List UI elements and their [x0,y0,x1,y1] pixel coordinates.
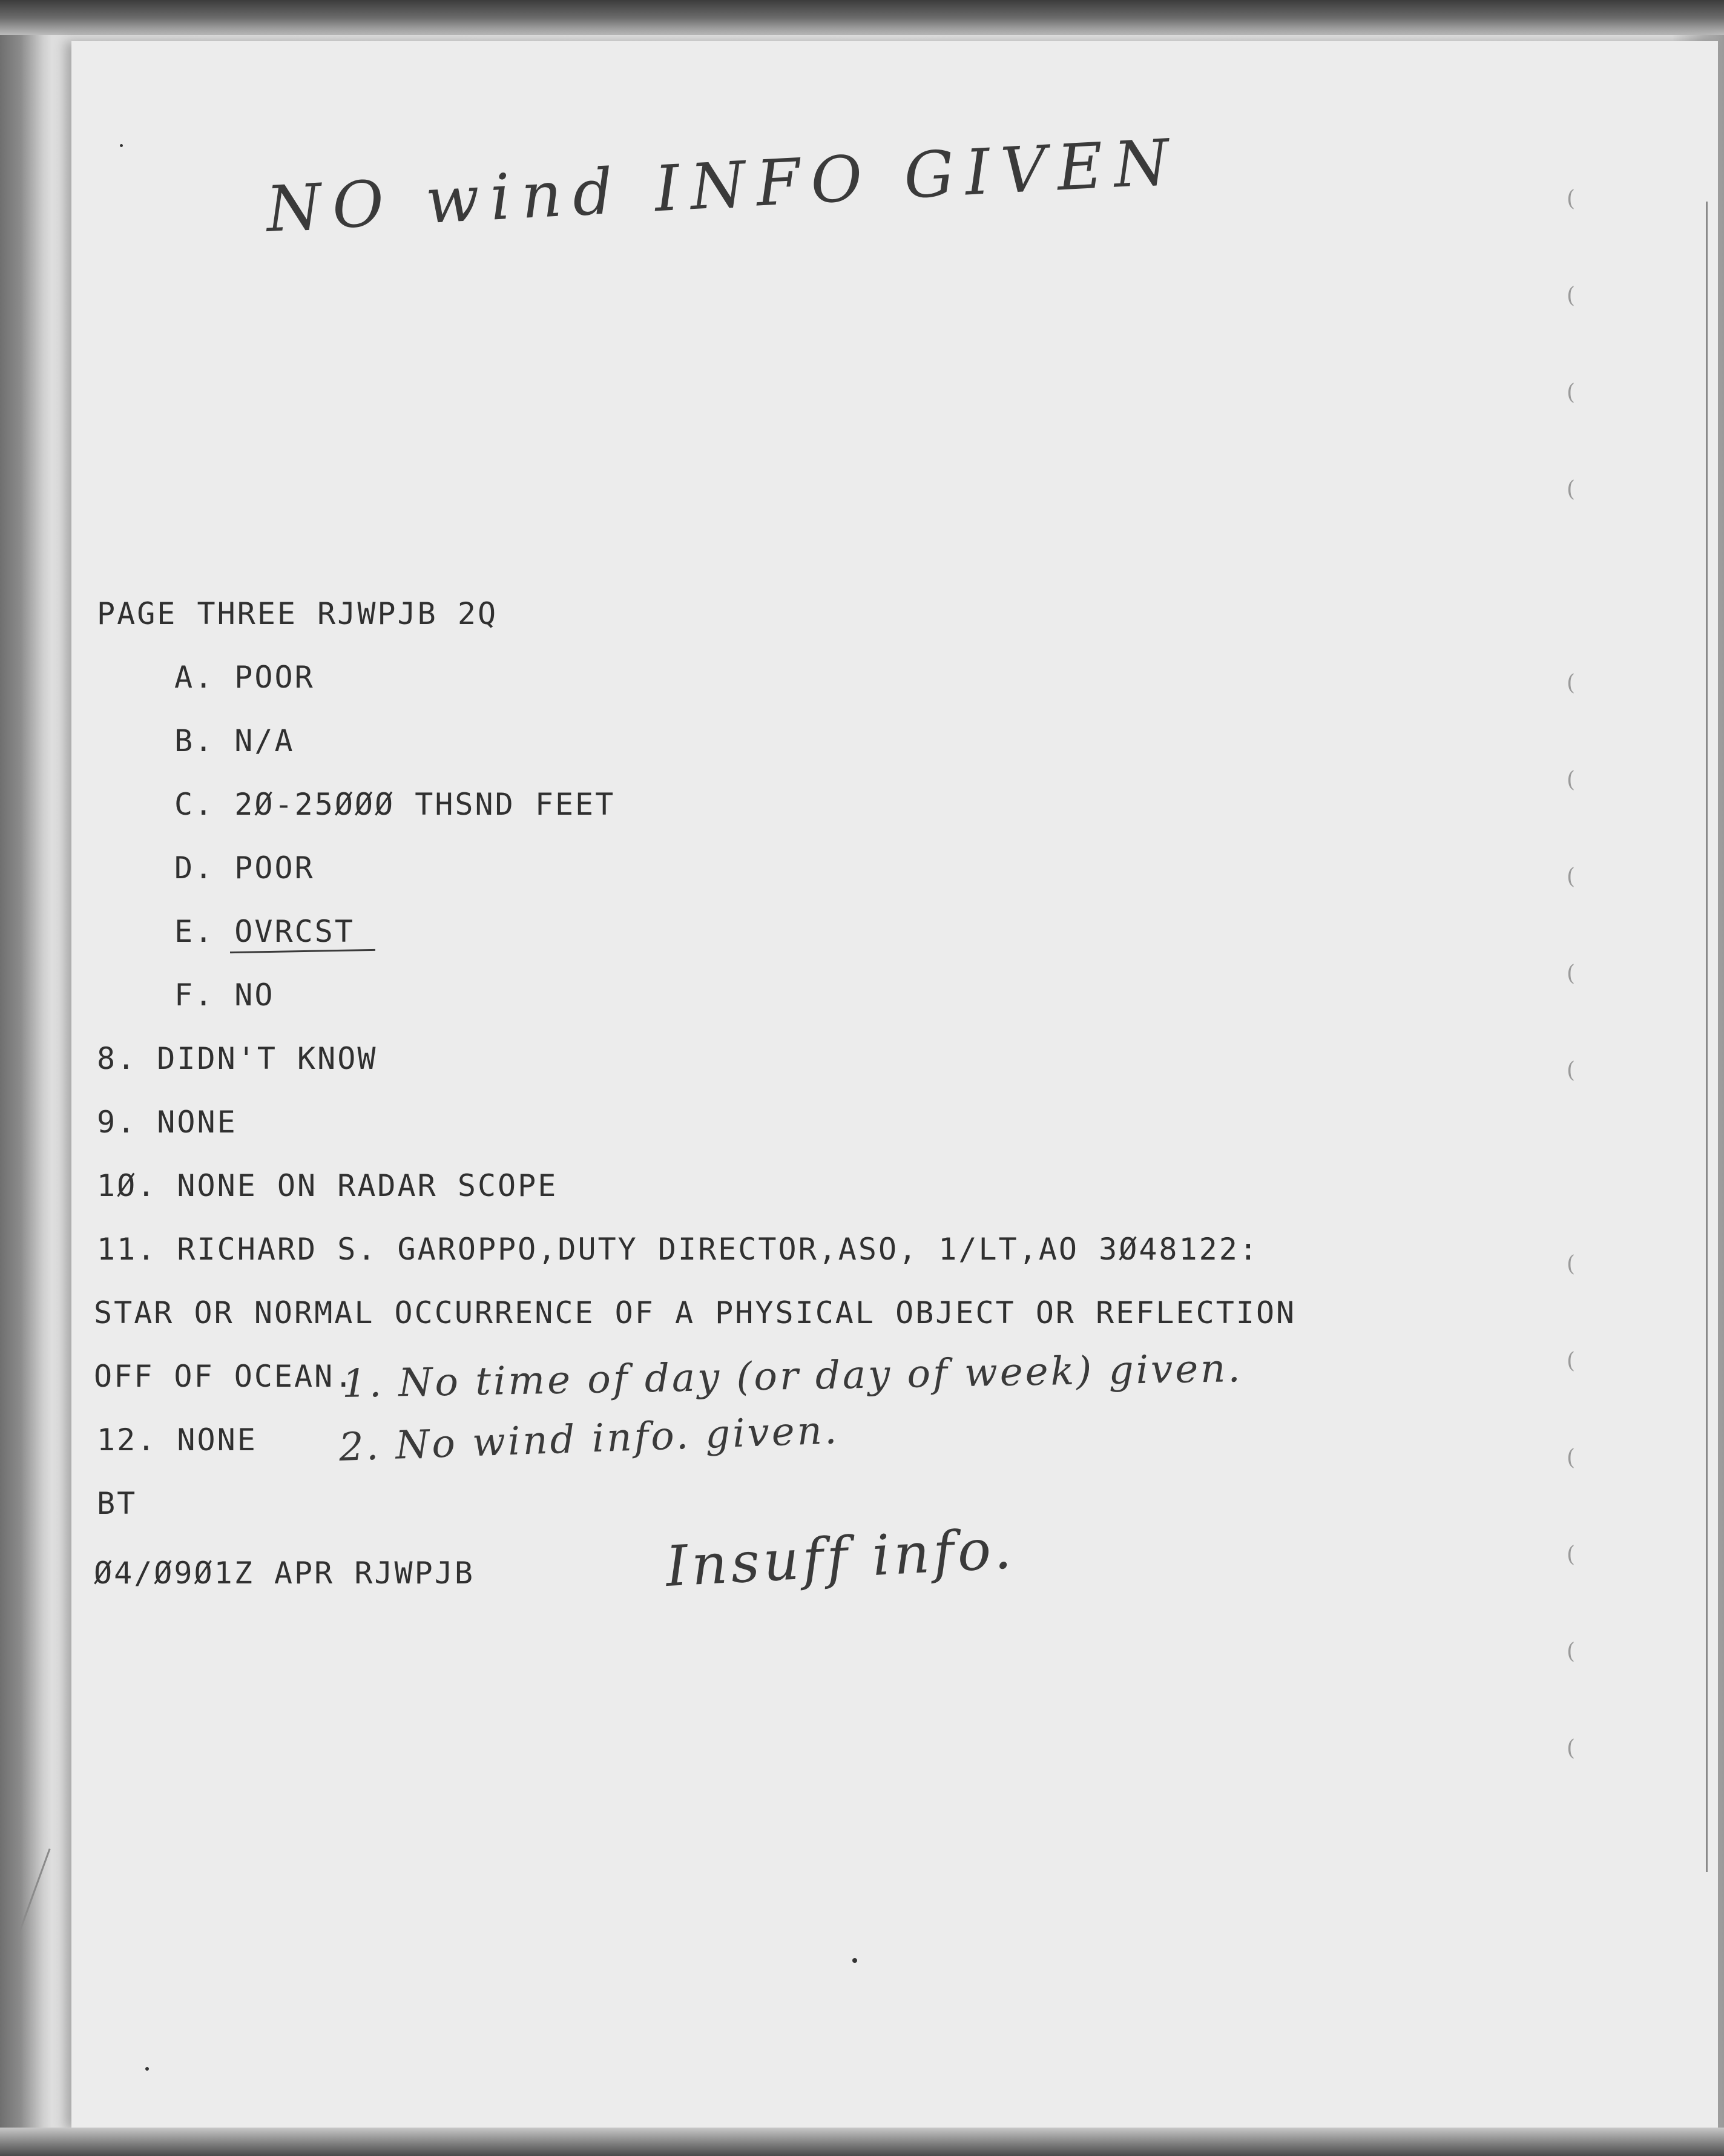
margin-mark: ( [1567,767,1576,792]
handwritten-top-note: NO wind INFO GIVEN [264,125,1182,246]
item-12: 12. NONE [97,1422,257,1458]
handwritten-conclusion: Insuff info. [664,1516,1017,1599]
scan-bottom-edge [0,2128,1724,2156]
margin-mark: ( [1567,1639,1576,1664]
break-marker: BT [97,1486,137,1521]
item-d: D. POOR [174,850,315,886]
margin-mark: ( [1567,186,1576,211]
scan-top-edge [0,0,1724,35]
margin-mark: ( [1567,380,1576,405]
item-10: 1Ø. NONE ON RADAR SCOPE [97,1168,558,1203]
page-header-line: PAGE THREE RJWPJB 2Q [97,596,498,631]
item-8: 8. DIDN'T KNOW [97,1041,378,1076]
speck [145,2067,149,2071]
margin-mark: ( [1567,1542,1576,1567]
margin-mark: ( [1567,1736,1576,1761]
margin-mark: ( [1567,1445,1576,1470]
margin-mark: ( [1567,961,1576,986]
handwritten-note-1: 1. No time of day (or day of week) given. [341,1346,1243,1407]
item-11-continued-2: OFF OF OCEAN. [94,1359,355,1394]
item-9: 9. NONE [97,1105,237,1140]
date-time-group: Ø4/Ø9Ø1Z APR RJWPJB [94,1556,475,1591]
right-margin-rule [1706,202,1708,1872]
margin-mark: ( [1567,671,1576,695]
item-c: C. 2Ø-25ØØØ THSND FEET [174,787,616,822]
document-page [71,41,1718,2129]
margin-mark: ( [1567,864,1576,889]
item-f: F. NO [174,978,275,1013]
speck [852,1958,857,1963]
margin-mark: ( [1567,1252,1576,1277]
margin-mark: ( [1567,1349,1576,1373]
speck [120,144,123,147]
item-e: E. OVRCST [174,914,355,949]
item-a: A. POOR [174,660,315,695]
item-11: 11. RICHARD S. GAROPPO,DUTY DIRECTOR,ASO, 1/LT,AO 3Ø48122: [97,1232,1259,1267]
margin-mark: ( [1567,283,1576,308]
item-11-continued-1: STAR OR NORMAL OCCURRENCE OF A PHYSICAL OBJECT OR REFLECTION [94,1295,1297,1330]
handwritten-note-2: 2. No wind info. given. [338,1408,840,1470]
margin-mark: ( [1567,1058,1576,1083]
item-b: B. N/A [174,723,295,758]
margin-mark: ( [1567,477,1576,502]
